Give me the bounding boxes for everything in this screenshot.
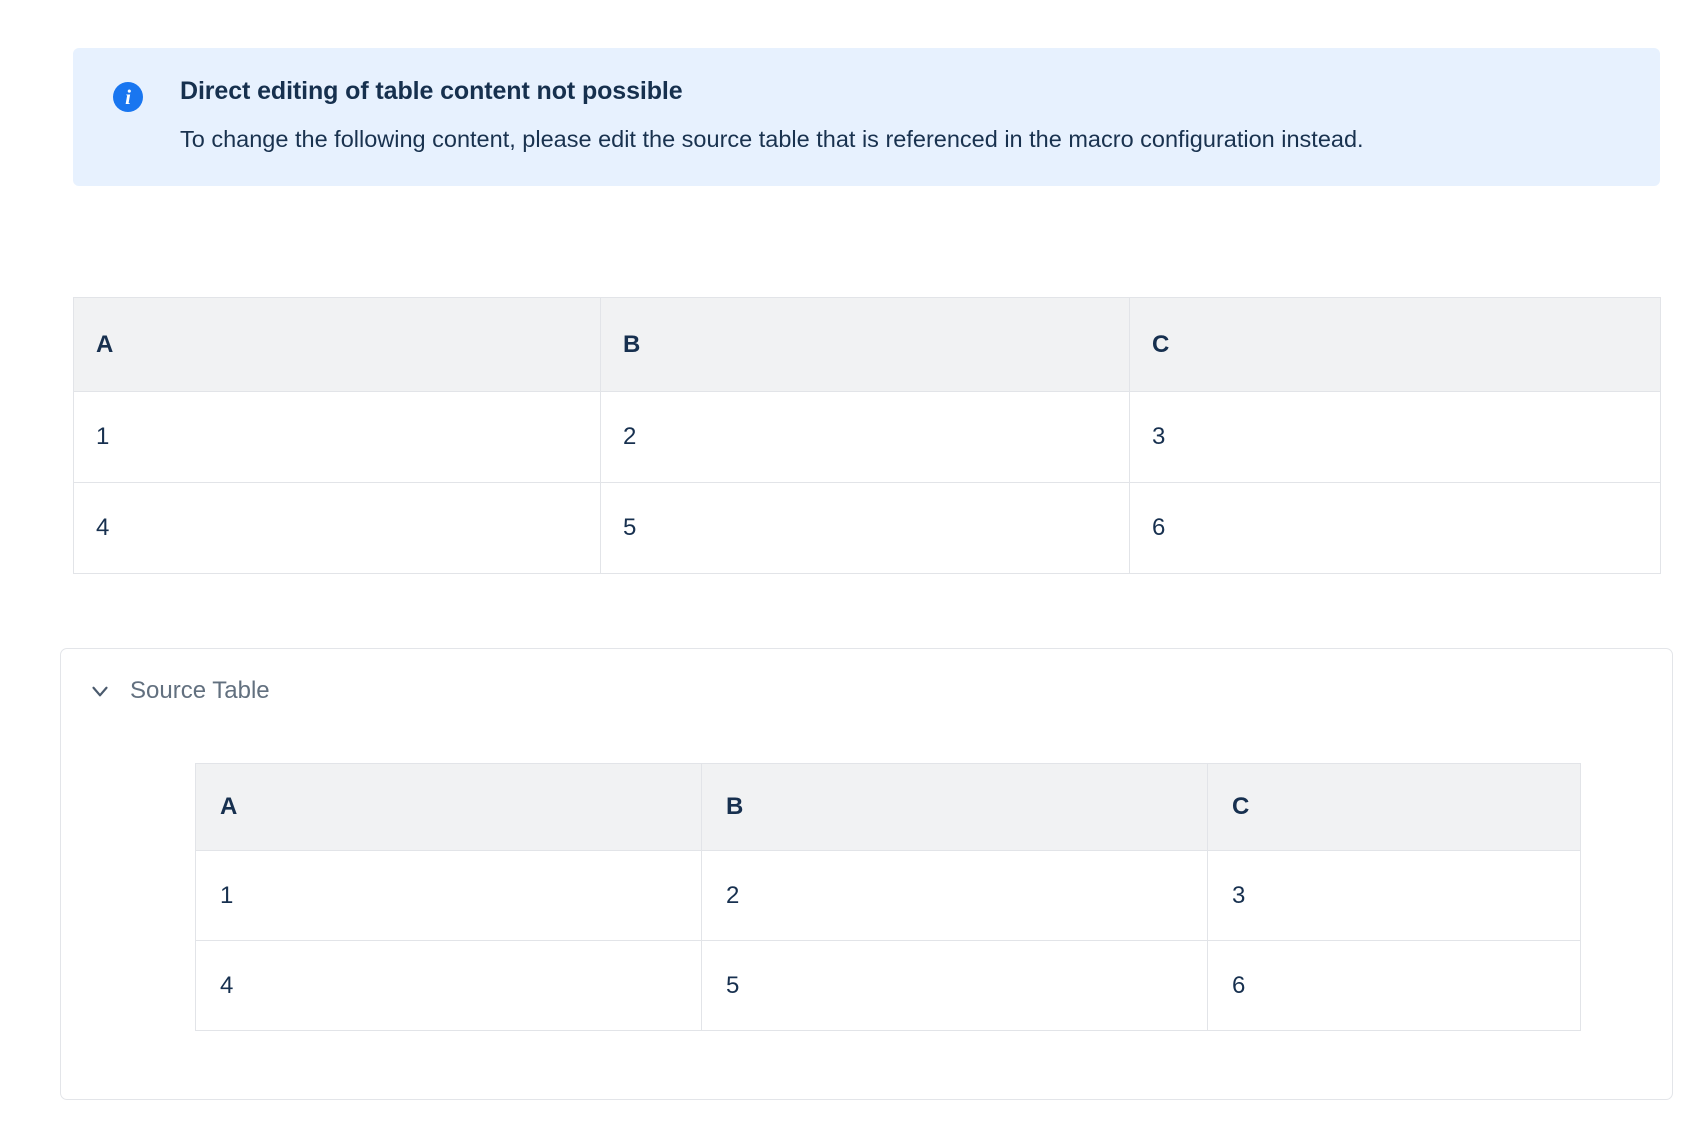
column-header: C: [1208, 764, 1581, 851]
info-icon: i: [113, 82, 143, 112]
table-header-row: [196, 764, 1581, 851]
macro-result-table: [73, 297, 1661, 574]
source-table: [195, 763, 1581, 1031]
column-header: B: [702, 764, 1208, 851]
table-cell: 3: [1208, 851, 1581, 941]
source-table-panel-header[interactable]: [61, 649, 1672, 705]
info-banner-title: Direct editing of table content not possible: [180, 77, 683, 105]
info-banner: [73, 48, 1660, 186]
source-table-panel-title: Source Table: [130, 677, 270, 704]
table-row: [196, 851, 1581, 941]
info-banner-message: To change the following content, please edit the source table that is referenced in the macro configuration instead.: [180, 126, 1364, 152]
info-banner-body: [180, 76, 1424, 156]
column-header: C: [1130, 298, 1661, 392]
table-cell: 4: [196, 941, 702, 1031]
table-cell: 6: [1130, 483, 1661, 574]
column-header: B: [601, 298, 1130, 392]
table-cell: 5: [601, 483, 1130, 574]
table-cell: 2: [702, 851, 1208, 941]
table-cell: 4: [74, 483, 601, 574]
table-cell: 6: [1208, 941, 1581, 1031]
table-row: [74, 392, 1661, 483]
table-row: [196, 941, 1581, 1031]
source-table-panel: [60, 648, 1673, 1100]
column-header: A: [74, 298, 601, 392]
table-cell: 1: [196, 851, 702, 941]
table-header-row: [74, 298, 1661, 392]
table-row: [74, 483, 1661, 574]
table-cell: 2: [601, 392, 1130, 483]
table-cell: 3: [1130, 392, 1661, 483]
table-cell: 1: [74, 392, 601, 483]
table-cell: 5: [702, 941, 1208, 1031]
column-header: A: [196, 764, 702, 851]
chevron-down-icon[interactable]: [87, 678, 113, 704]
